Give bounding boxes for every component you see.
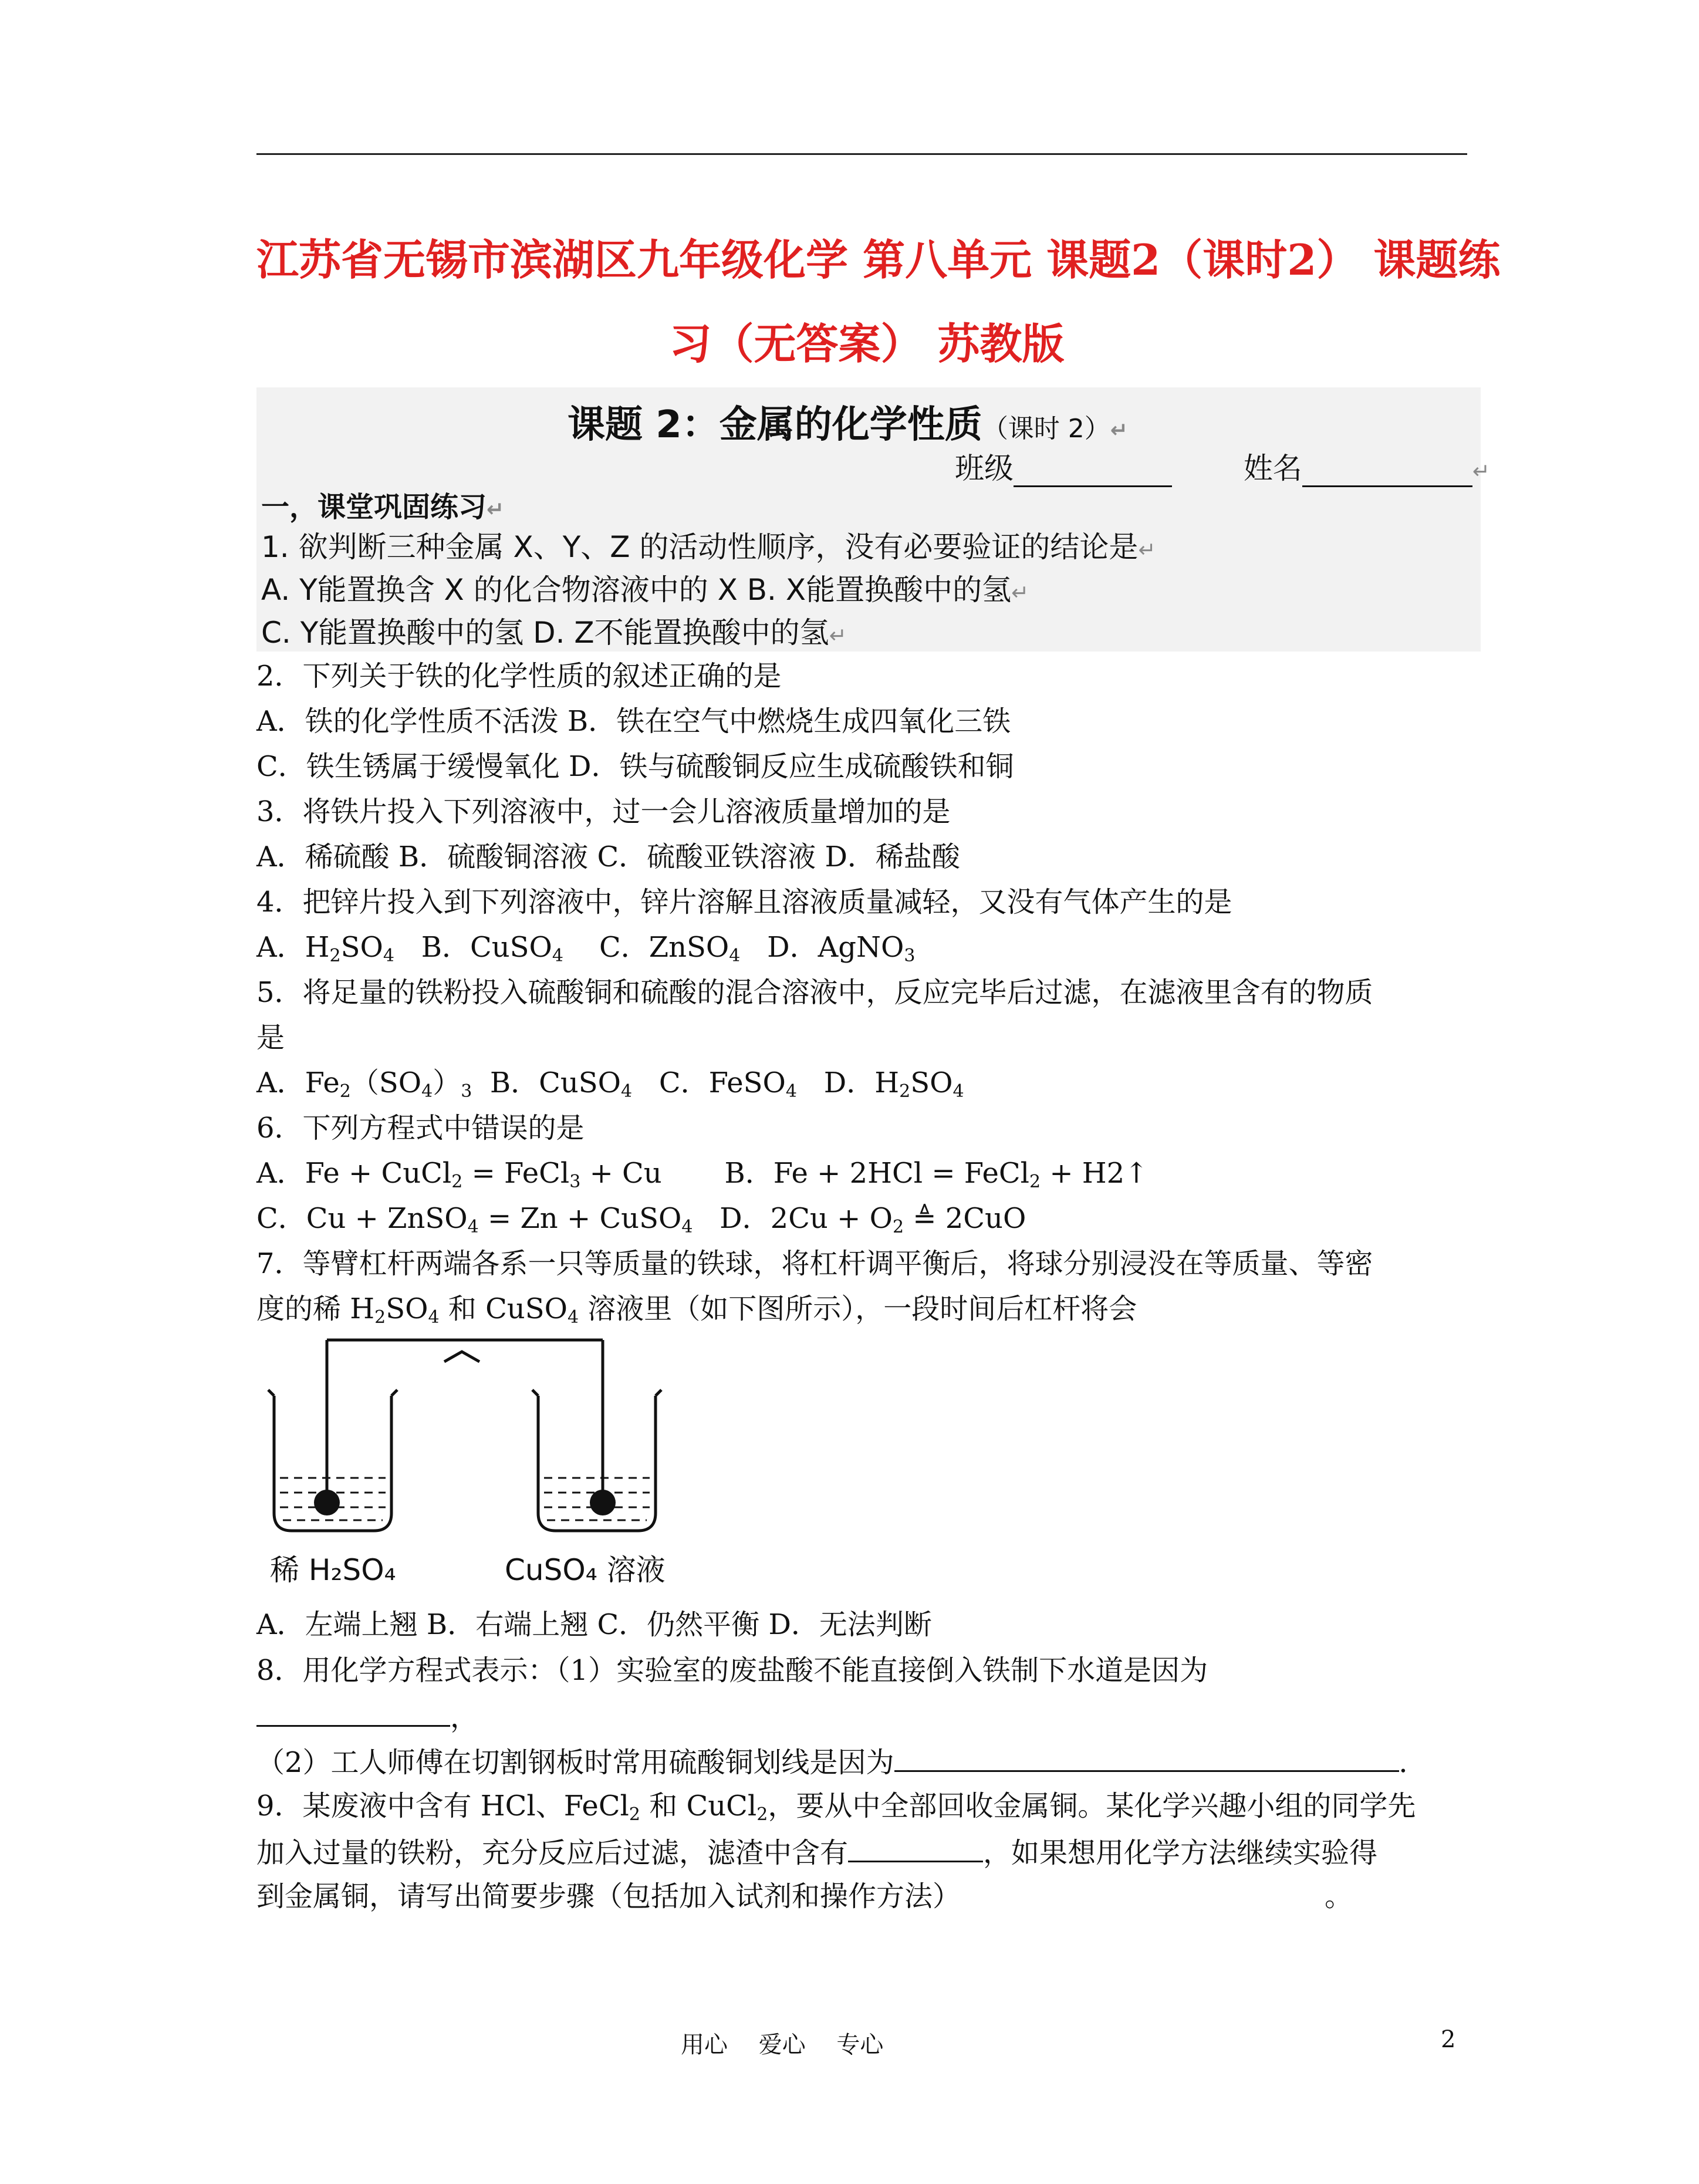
question-4: 4．把锌片投入到下列溶液中，锌片溶解且溶液质量减轻，又没有气体产生的是 <box>256 886 1232 919</box>
left-iron-ball <box>314 1490 340 1515</box>
lesson-title: 课题 2：金属的化学性质（课时 2）↵ <box>568 403 1128 447</box>
question-2: 2．下列关于铁的化学性质的叙述正确的是 <box>256 660 782 693</box>
question-1: 1. 欲判断三种金属 X、Y、Z 的活动性顺序，没有必要验证的结论是↵ <box>261 530 1156 564</box>
question-2-options-ab: A．铁的化学性质不活泼 B．铁在空气中燃烧生成四氧化三铁 <box>256 705 1011 738</box>
question-1-options-cd: C. Y能置换酸中的氢 D. Z不能置换酸中的氢↵ <box>261 616 847 650</box>
question-5-options: A．$Fe_2(SO_4)_3$ B．CuSO$_4$ C．FeSO$_4$ D．$H_2SO_4$ <box>256 1066 964 1102</box>
question-5: 5．将足量的铁粉投入硫酸铜和硫酸的混合溶液中，反应完毕后过滤，在滤液里含有的物质 <box>256 976 1373 1009</box>
page-number: 2 <box>1441 2026 1456 2053</box>
header-rule <box>256 153 1467 155</box>
q8-blank-1[interactable] <box>256 1702 450 1727</box>
q8-blank-2[interactable] <box>894 1747 1399 1772</box>
section-heading: 一，课堂巩固练习↵ <box>261 491 505 524</box>
footer-motto: 用心 爱心 专心 <box>681 2031 884 2058</box>
question-9-line2: 加入过量的铁粉，充分反应后过滤，滤渣中含有 ，如果想用化学方法继续实验得 <box>256 1837 1378 1869</box>
lesson-period: （课时 2） <box>982 414 1110 444</box>
question-7-cont: 度的稀 $H_2SO_4$ 和 CuSO$_4$ 溶液里（如下图所示），一段时间后杠杆将会 <box>256 1292 1137 1328</box>
class-blank[interactable] <box>1014 458 1172 487</box>
question-3: 3．将铁片投入下列溶液中，过一会儿溶液质量增加的是 <box>256 795 951 828</box>
question-9-line3: 到金属铜，请写出简要步骤（包括加入试剂和操作方法） 。 <box>256 1880 1353 1913</box>
document-title-line2: 习（无答案） 苏教版 <box>669 319 1065 369</box>
right-beaker-label: CuSO₄ 溶液 <box>505 1553 666 1587</box>
name-blank[interactable] <box>1302 458 1472 487</box>
question-6-options-ab: A．Fe + CuCl$_2$ = FeCl$_3$ + Cu B．Fe + 2HCl = FeCl$_2$ + H2↑ <box>256 1157 1149 1192</box>
question-4-options: A．$H_2SO_4$ B．CuSO$_4$ C．ZnSO$_4$ D．AgNO$_3$ <box>256 931 916 966</box>
fulcrum <box>444 1352 479 1362</box>
left-beaker-label: 稀 H₂SO₄ <box>270 1553 396 1587</box>
question-2-options-cd: C．铁生锈属于缓慢氧化 D．铁与硫酸铜反应生成硫酸铁和铜 <box>256 750 1014 783</box>
question-7-options: A．左端上翘 B．右端上翘 C．仍然平衡 D．无法判断 <box>256 1608 932 1641</box>
scanned-question-block <box>256 387 1490 652</box>
q9-blank-residue[interactable] <box>848 1837 983 1862</box>
class-name-fields: 班级 姓名 ↵ <box>955 445 1490 487</box>
question-8-part2: （2）工人师傅在切割钢板时常用硫酸铜划线是因为 ． <box>256 1746 1427 1779</box>
right-iron-ball <box>590 1490 616 1515</box>
question-6: 6．下列方程式中错误的是 <box>256 1112 585 1145</box>
question-5-cont: 是 <box>256 1021 285 1054</box>
question-9-line1: 9．某废液中含有 HCl、FeCl$_2$ 和 CuCl$_2$，要从中全部回收金属铜。某化学兴趣小组的同学先 <box>256 1790 1416 1825</box>
question-8: 8．用化学方程式表示：（1）实验室的废盐酸不能直接倒入铁制下水道是因为 <box>256 1654 1208 1687</box>
question-3-options: A．稀硫酸 B．硫酸铜溶液 C．硫酸亚铁溶液 D．稀盐酸 <box>256 840 960 873</box>
question-7: 7．等臂杠杆两端各系一只等质量的铁球，将杠杆调平衡后，将球分别浸没在等质量、等密 <box>256 1247 1373 1280</box>
question-8-part1-answer: ， <box>256 1702 478 1731</box>
question-1-options-ab: A. Y能置换含 X 的化合物溶液中的 X B. X能置换酸中的氢↵ <box>261 573 1029 607</box>
question-6-options-cd: C．Cu + ZnSO$_4$ = Zn + CuSO$_4$ D．$2Cu + O_2$ ≜ 2CuO <box>256 1202 1026 1237</box>
document-title-line1: 江苏省无锡市滨湖区九年级化学 第八单元 课题2（课时2） 课题练 <box>256 235 1501 285</box>
